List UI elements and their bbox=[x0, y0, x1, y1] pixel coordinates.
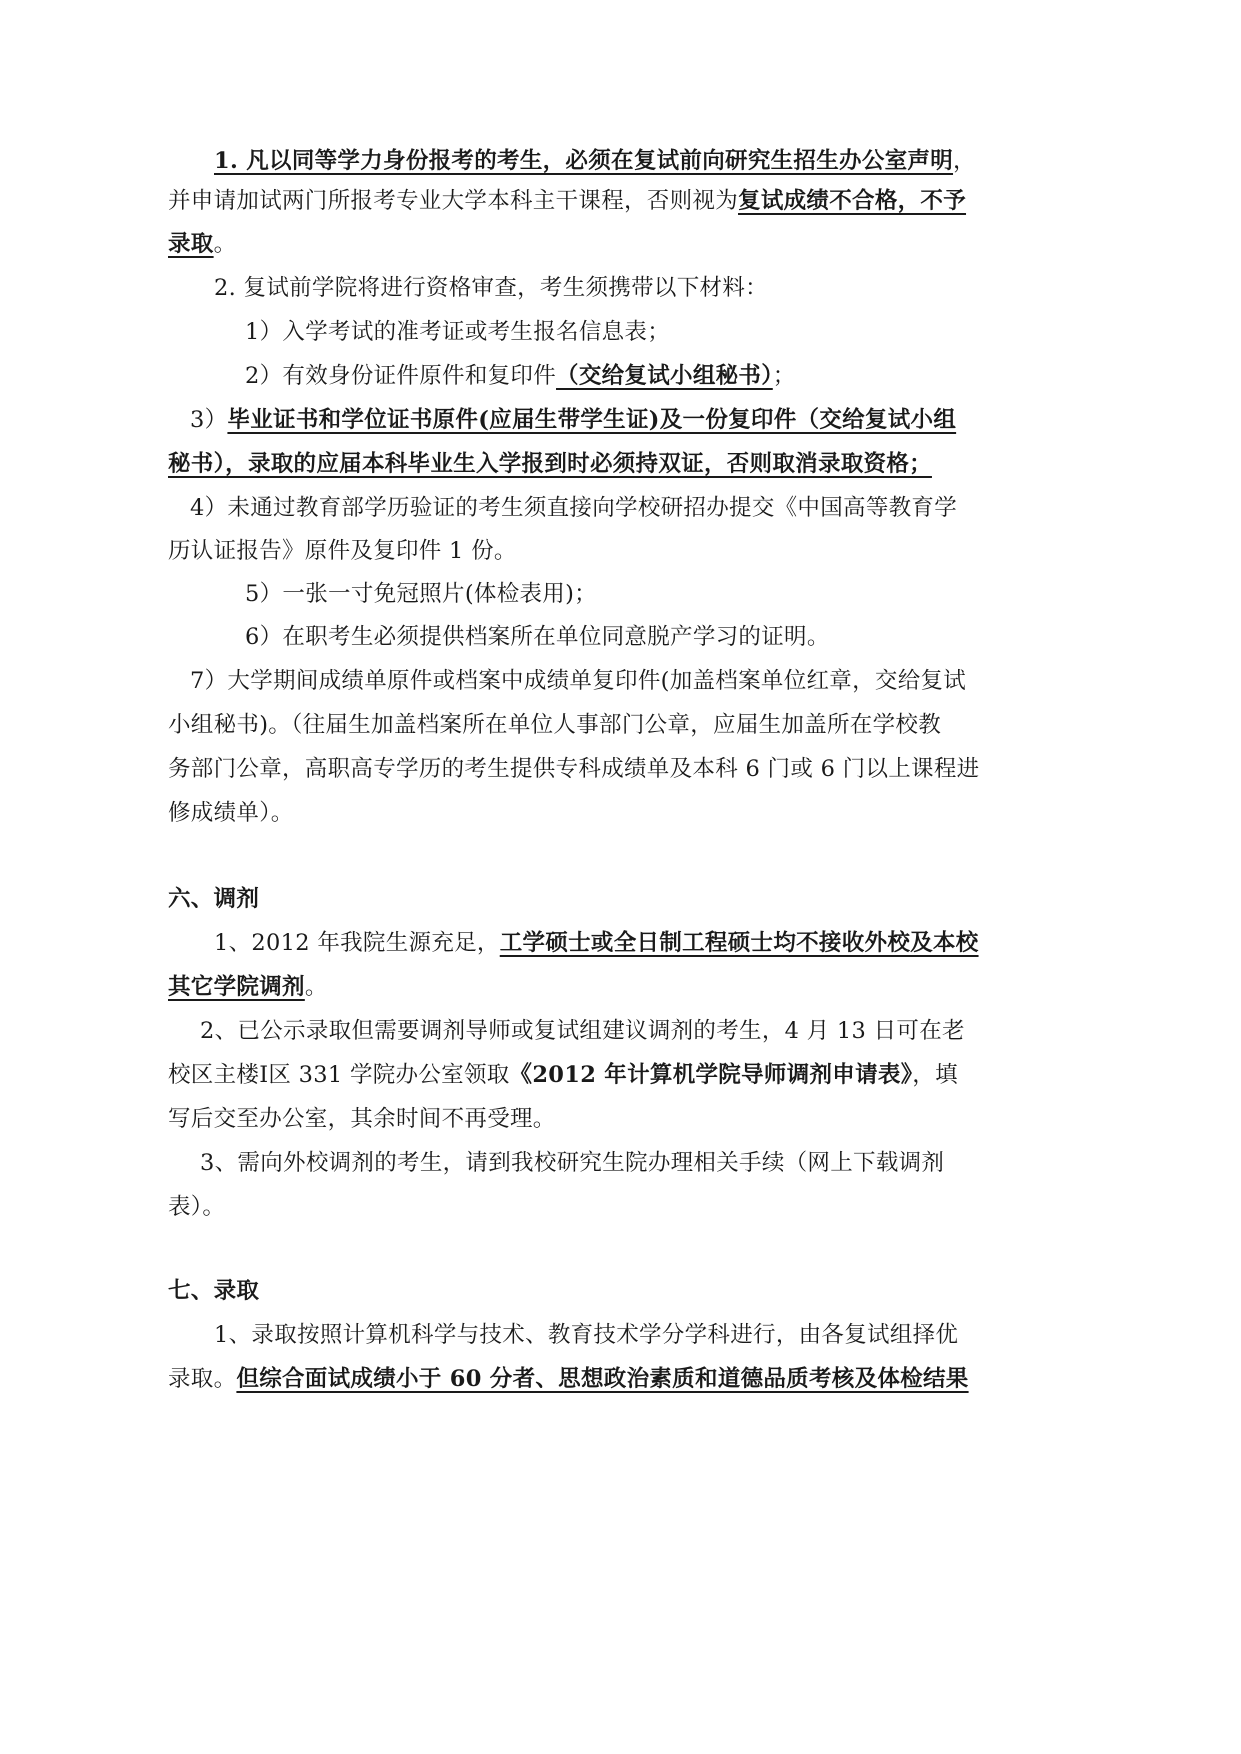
section-6-item-1-line-2: 其它学院调剂。 bbox=[168, 974, 328, 1000]
section-6-item-2-line-3: 写后交至办公室，其余时间不再受理。 bbox=[168, 1106, 556, 1132]
section-7-item-1-line-1: 1、录取按照计算机科学与技术、教育技术学分学科进行，由各复试组择优 bbox=[214, 1322, 959, 1348]
item-1-line-3: 录取。 bbox=[168, 231, 237, 257]
item-2-sub-4-line-2: 历认证报告》原件及复印件 1 份。 bbox=[168, 538, 517, 564]
item-1-line-2: 并申请加试两门所报考专业大学本科主干课程，否则视为复试成绩不合格，不予 bbox=[168, 188, 967, 214]
section-6-item-2-line-1: 2、已公示录取但需要调剂导师或复试组建议调剂的考生，4 月 13 日可在老 bbox=[200, 1018, 965, 1044]
item-2-sub-1: 1）入学考试的准考证或考生报名信息表； bbox=[245, 319, 671, 345]
item-2-sub-5: 5）一张一寸免冠照片(体检表用)； bbox=[245, 581, 597, 607]
item-2-sub-3-line-1: 3）毕业证书和学位证书原件(应届生带学生证)及一份复印件（交给复试小组 bbox=[190, 407, 957, 433]
item-1-bold-statement: 1. 凡以同等学力身份报考的考生，必须在复试前向研究生招生办公室声明 bbox=[214, 148, 954, 174]
item-2-sub-2: 2）有效身份证件原件和复印件（交给复试小组秘书）； bbox=[245, 363, 796, 389]
section-6-item-3-line-2: 表）。 bbox=[168, 1194, 226, 1220]
item-2-sub-7-line-2: 小组秘书)。（往届生加盖档案所在单位人事部门公章，应届生加盖所在学校教 bbox=[168, 712, 942, 738]
item-2-intro: 2. 复试前学院将进行资格审查，考生须携带以下材料： bbox=[214, 275, 768, 301]
item-2-sub-7-line-4: 修成绩单）。 bbox=[168, 800, 294, 826]
section-6-item-3-line-1: 3、需向外校调剂的考生，请到我校研究生院办理相关手续（网上下载调剂 bbox=[200, 1150, 945, 1176]
item-1-line-1: 1. 凡以同等学力身份报考的考生，必须在复试前向研究生招生办公室声明， bbox=[214, 148, 976, 174]
section-6-heading: 六、调剂 bbox=[168, 886, 260, 912]
item-2-sub-7-line-3: 务部门公章，高职高专学历的考生提供专科成绩单及本科 6 门或 6 门以上课程进 bbox=[168, 756, 980, 782]
item-2-sub-6: 6）在职考生必须提供档案所在单位同意脱产学习的证明。 bbox=[245, 624, 830, 650]
item-2-sub-7-line-1: 7）大学期间成绩单原件或档案中成绩单复印件(加盖档案单位红章，交给复试 bbox=[190, 668, 967, 694]
section-6-item-2-line-2: 校区主楼Ⅰ区 331 学院办公室领取《2012 年计算机学院导师调剂申请表》，填 bbox=[168, 1062, 958, 1088]
section-6-item-1-line-1: 1、2012 年我院生源充足，工学硕士或全日制工程硕士均不接收外校及本校 bbox=[214, 930, 979, 956]
item-2-sub-4-line-1: 4）未通过教育部学历验证的考生须直接向学校研招办提交《中国高等教育学 bbox=[190, 495, 958, 521]
item-1-fail-warning: 复试成绩不合格，不予 bbox=[738, 188, 967, 214]
section-7-heading: 七、录取 bbox=[168, 1278, 260, 1304]
section-7-item-1-line-2: 录取。但综合面试成绩小于 60 分者、思想政治素质和道德品质考核及体检结果 bbox=[168, 1366, 969, 1392]
item-2-sub-3-line-2: 秘书），录取的应届本科毕业生入学报到时必须持双证，否则取消录取资格； bbox=[168, 451, 932, 477]
